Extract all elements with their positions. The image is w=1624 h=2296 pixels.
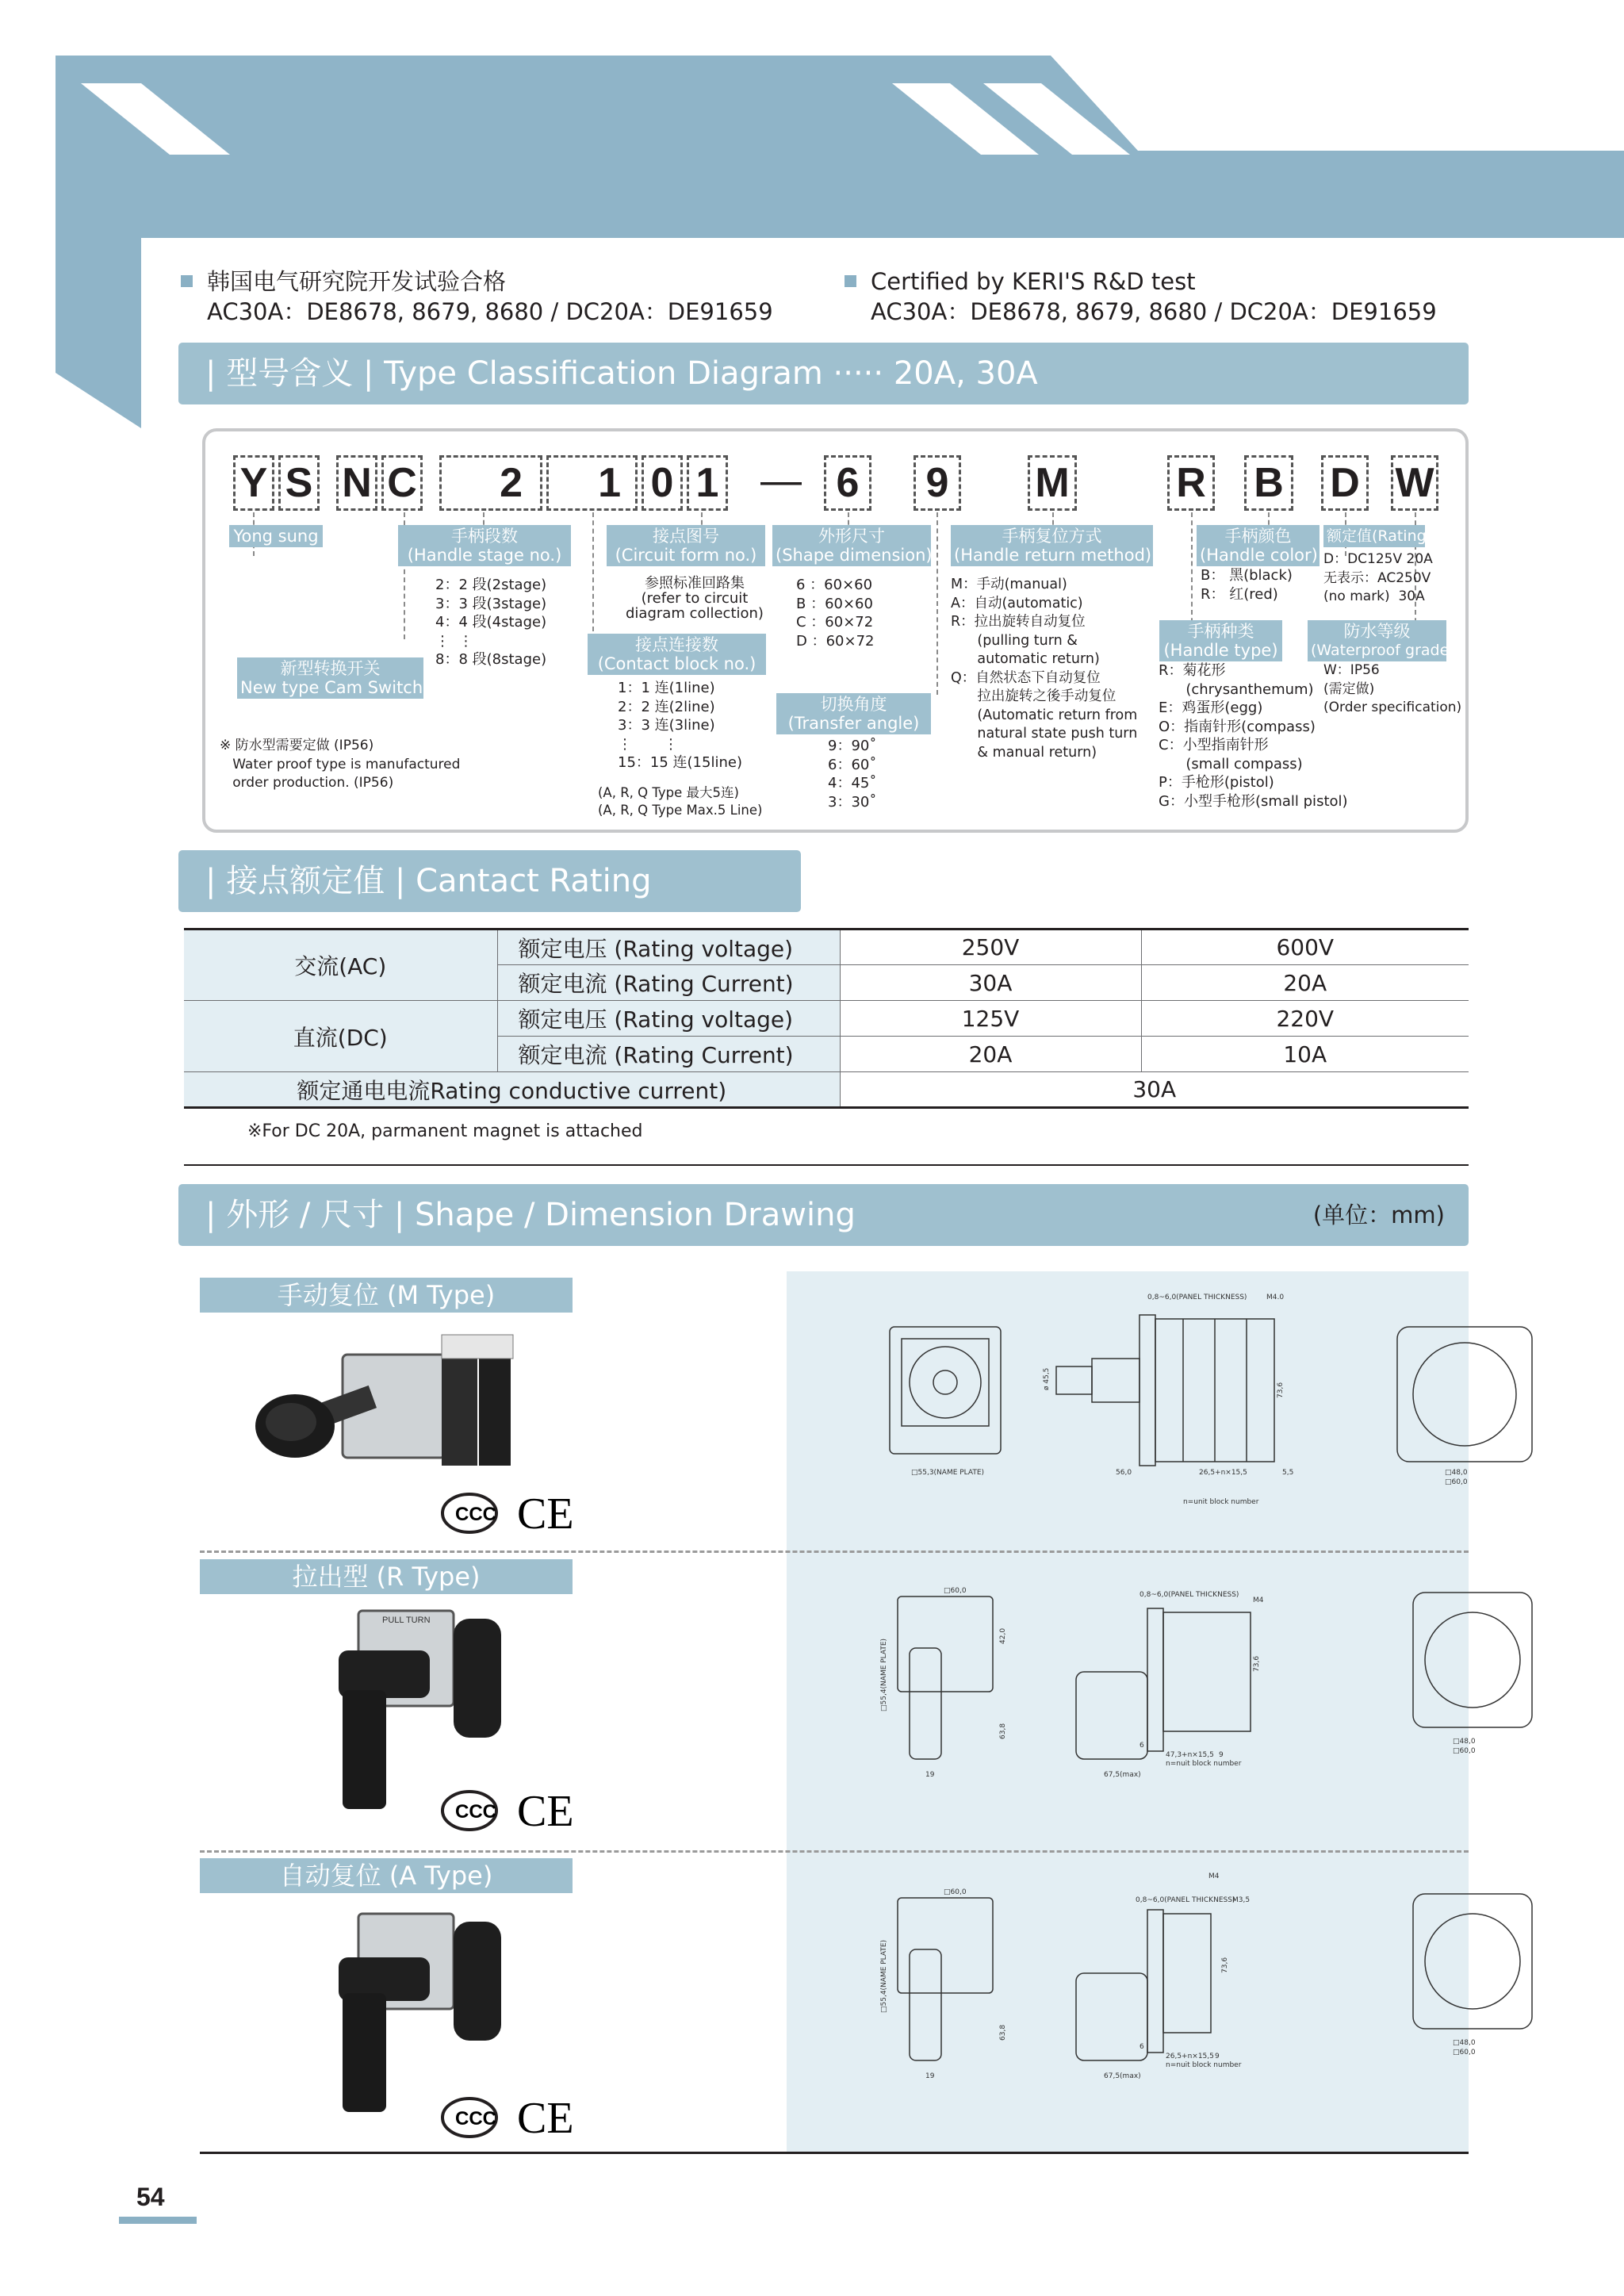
d48-text: □48,0 (1445, 1469, 1468, 1477)
code-y: Y (233, 455, 274, 511)
h63-text-a: 63,8 (999, 2024, 1007, 2041)
label-handle-color (1197, 525, 1320, 566)
svg-text:CE: CE (517, 1787, 574, 1836)
dimension-area (200, 1271, 1476, 2152)
d455-text: ø 45,5 (1043, 1367, 1051, 1390)
code-handle-type: R (1167, 455, 1215, 511)
rated-voltage-label: 额定电压 (Rating voltage) (497, 930, 840, 965)
panel-thickness-text-r: 0,8~6,0(PANEL THICKNESS) (1139, 1591, 1239, 1599)
table-row (184, 1072, 1469, 1108)
nuit-block-text-a: n=nuit block number (1166, 2061, 1242, 2069)
h736-text-a: 73,6 (1221, 1957, 1229, 1973)
h736-text-r: 73,6 (1253, 1655, 1261, 1672)
label-contact-block-cn: 接点连接数 (635, 635, 718, 654)
code-circuit-1b: 1 (687, 455, 728, 511)
label-new-type (237, 657, 423, 699)
dc-voltage-1: 125V (840, 1001, 1141, 1037)
cert-en (845, 266, 1437, 327)
page-number: 54 (136, 2183, 165, 2211)
num-55: 5,5 (1282, 1469, 1294, 1477)
code-circuit-0: 0 (642, 455, 683, 511)
svg-text:CCC: CCC (455, 2108, 496, 2129)
label-transfer-en: (Transfer angle) (787, 714, 920, 733)
svg-text:CCC: CCC (455, 1504, 496, 1525)
d60-text-a2: □60,0 (1453, 2049, 1476, 2056)
d56-text: 56,0 (1116, 1469, 1132, 1477)
code-waterproof: W (1391, 455, 1438, 511)
section-type-classification: | 型号含义 | Type Classification Diagram ····· 20A, 30A (178, 343, 1469, 404)
rated-current-label-dc: 额定电流 (Rating Current) (497, 1037, 840, 1072)
section-type-en: Type Classification Diagram ····· 20A, 30A (384, 355, 1038, 392)
cert-cn (181, 266, 773, 327)
nameplate-text: □55,3(NAME PLATE) (911, 1469, 985, 1477)
w19-text: 19 (925, 1771, 935, 1779)
return-method-list: M：手动(manual) A：自动(automatic) R：拉出旋转自动复位 (pulling turn & automatic return) Q：自然状态下自动复位 拉出旋转之後手动复位 (Automatic return from natural state push turn & manual return) (951, 577, 1138, 761)
label-handle-type-cn: 手柄种类 (1187, 622, 1254, 641)
nameplate-text-r: □55,4(NAME PLATE) (880, 1638, 888, 1711)
cert-mark-icon (438, 1783, 573, 1838)
dimension-list: 6 ：60×60 B ：60×60 C ：60×72 D ：60×72 (796, 577, 875, 650)
label-waterproof-en: (Waterproof grade) (1311, 642, 1455, 659)
code-c: C (381, 455, 423, 511)
w19-text-a: 19 (925, 2072, 935, 2080)
code-shape: 6 (824, 455, 871, 511)
bottom-divider (200, 2152, 1469, 2154)
label-color-cn: 手柄颜色 (1224, 527, 1292, 546)
waterproof-list: W：IP56 (需定做) (Order specification) (1323, 662, 1462, 715)
ac-label: 交流(AC) (184, 930, 497, 1001)
m-type-drawing (787, 1271, 1469, 1549)
handle-type-list: R：菊花形 (chrysanthemum) E：鸡蛋形(egg) O：指南针形(compass) C：小型指南针形 (small compass) P：手枪形(pistol) G：小型手枪形(small pistol) (1159, 662, 1348, 810)
contact-block-list: 1：1 连(1line) 2：2 连(2line) 3：3 连(3line) ⋮ ⋮ 15：15 连(15line) (618, 680, 742, 771)
unit-block-text: n=unit block number (1183, 1498, 1259, 1506)
section-shape-dimension: | 外形 / 尺寸 | Shape / Dimension Drawing (单位：mm) (178, 1184, 1469, 1246)
label-handle-type (1159, 620, 1282, 661)
code-circuit-1: 1 (546, 455, 638, 511)
divider (184, 1164, 1469, 1166)
ac-current-2: 20A (1141, 965, 1469, 1001)
nuit-block-text: n=nuit block number (1166, 1760, 1242, 1768)
waterproof-note: ※ 防水型需要定做 (IP56) Water proof type is manufactured order production. (IP56) (220, 738, 461, 791)
section-shape-en: Shape / Dimension Drawing (415, 1197, 856, 1233)
length-text-r: 47,3+n×15,5 (1166, 1751, 1214, 1759)
d48-text-a: □48,0 (1453, 2039, 1476, 2047)
type-max-note: (A, R, Q Type 最大5连) (A, R, Q Type Max.5 Line) (598, 785, 763, 818)
label-return-method (951, 525, 1153, 566)
cert-cn-title: 韩国电气研究院开发试验合格 (207, 268, 507, 295)
code-stage: 2 (439, 455, 542, 511)
label-transfer-angle (776, 693, 931, 734)
label-handle-stage-en: (Handle stage no.) (407, 546, 562, 565)
nameplate-text-a: □55,4(NAME PLATE) (880, 1939, 888, 2013)
label-circuit-en: (Circuit form no.) (615, 546, 757, 565)
section-contact-rating: | 接点额定值 | Cantact Rating (178, 850, 801, 912)
type-classification-box (202, 428, 1469, 833)
r-type-label: 拉出型 (R Type) (200, 1559, 573, 1594)
d60-text-r2: □60,0 (1453, 1747, 1476, 1755)
label-handle-type-en: (Handle type) (1163, 641, 1278, 660)
rated-voltage-label-dc: 额定电压 (Rating voltage) (497, 1001, 840, 1037)
ac-voltage-1: 250V (840, 930, 1141, 965)
angle-list: 9：90˚ 6：60˚ 4：45˚ 3：30˚ (828, 738, 877, 811)
r-type-drawing (787, 1553, 1476, 1846)
num-9: 9 (1219, 1751, 1224, 1759)
code-return: M (1028, 455, 1077, 511)
label-return-cn: 手柄复位方式 (1002, 527, 1102, 546)
row-separator (200, 1850, 1469, 1853)
cert-en-codes: AC30A：DE8678, 8679, 8680 / DC20A：DE91659 (871, 298, 1437, 325)
svg-text:CE: CE (517, 1489, 574, 1539)
length-text: 26,5+n×15,5 (1199, 1469, 1247, 1477)
label-transfer-cn: 切换角度 (820, 695, 887, 714)
dc-voltage-2: 220V (1141, 1001, 1469, 1037)
color-list: B： 黑(black) R： 红(red) (1201, 567, 1293, 603)
code-s: S (278, 455, 320, 511)
label-return-en: (Handle return method) (954, 546, 1152, 565)
pull-turn-text: PULL TURN (382, 1616, 431, 1625)
dc-current-2: 10A (1141, 1037, 1469, 1072)
label-yong-sung: Yong sung (229, 525, 323, 547)
svg-text:CE: CE (517, 2094, 574, 2143)
table-row (184, 930, 1469, 965)
code-n: N (336, 455, 377, 511)
d48-text-r: □48,0 (1453, 1738, 1476, 1746)
svg-text:CCC: CCC (455, 1801, 496, 1823)
dc-magnet-note: ※For DC 20A, parmanent magnet is attached (247, 1121, 643, 1141)
d60-text-a: □60,0 (944, 1888, 967, 1896)
m-type-label: 手动复位 (M Type) (200, 1278, 573, 1313)
label-handle-stage (398, 525, 571, 566)
h63-text: 63,8 (999, 1723, 1007, 1739)
table-row (184, 1001, 1469, 1037)
label-shape-dim-cn: 外形尺寸 (818, 527, 885, 546)
dc-current-1: 20A (840, 1037, 1141, 1072)
label-waterproof (1308, 620, 1455, 661)
section-contact-en: Cantact Rating (416, 863, 652, 899)
a-type-photo (263, 1906, 549, 2120)
label-new-type-en: New type Cam Switch (240, 678, 423, 697)
cert-cn-codes: AC30A：DE8678, 8679, 8680 / DC20A：DE91659 (207, 298, 773, 325)
rated-current-label: 额定电流 (Rating Current) (497, 965, 840, 1001)
ac-voltage-2: 600V (1141, 930, 1469, 965)
cert-mark-icon (438, 2090, 573, 2145)
a-type-drawing (787, 1854, 1476, 2148)
m4-text-a: M4 (1208, 1872, 1220, 1880)
ac-current-1: 30A (840, 965, 1141, 1001)
section-type-cn: 型号含义 (226, 355, 354, 392)
unit-label: (单位：mm) (1312, 1202, 1445, 1228)
panel-thickness-text: 0,8~6,0(PANEL THICKNESS) (1147, 1294, 1247, 1301)
h42-text: 42,0 (999, 1627, 1007, 1644)
m35-text: M3,5 (1232, 1896, 1251, 1904)
rating-list: D：DC125V 20A 无表示：AC250V (no mark) 30A (1323, 551, 1433, 604)
m4-text-r: M4 (1253, 1596, 1264, 1604)
m4-text: M4.0 (1266, 1294, 1285, 1301)
cert-mark-icon (438, 1485, 573, 1541)
label-contact-block-en: (Contact block no.) (597, 654, 756, 673)
label-rating: 额定值(Rating) (1323, 525, 1425, 547)
max-text-a: 67,5(max) (1104, 2072, 1141, 2080)
conductive-value: 30A (840, 1072, 1469, 1108)
code-rating: D (1321, 455, 1369, 511)
h736-text: 73,6 (1277, 1382, 1285, 1398)
label-new-type-cn: 新型转换开关 (280, 659, 381, 678)
conductive-label: 额定通电电流Rating conductive current) (184, 1072, 840, 1108)
section-shape-cn: 外形 / 尺寸 (226, 1197, 385, 1233)
d60-text-r: □60,0 (944, 1587, 967, 1595)
label-handle-stage-cn: 手柄段数 (451, 527, 518, 546)
code-handle-color: B (1244, 455, 1293, 511)
dc-label: 直流(DC) (184, 1001, 497, 1072)
label-waterproof-cn: 防水等级 (1343, 622, 1411, 641)
label-circuit-cn: 接点图号 (653, 527, 719, 546)
page-number-underline (119, 2217, 197, 2224)
cert-en-title: Certified by KERI'S R&D test (871, 268, 1196, 295)
code-dash: — (760, 458, 802, 504)
panel-thickness-text-a: 0,8~6,0(PANEL THICKNESS) (1136, 1896, 1235, 1904)
label-circuit-form (607, 525, 765, 566)
num-6: 6 (1139, 1742, 1144, 1750)
contact-rating-table (184, 928, 1469, 1109)
code-angle: 9 (914, 455, 961, 511)
d60-text: □60,0 (1445, 1478, 1468, 1486)
max-text: 67,5(max) (1104, 1771, 1141, 1779)
label-contact-block (588, 634, 766, 675)
label-shape-dim-en: (Shape dimension) (776, 546, 933, 565)
label-color-en: (Handle color) (1200, 546, 1318, 565)
num-6-a: 6 (1139, 2043, 1144, 2051)
num-9-a: 9 (1215, 2053, 1220, 2060)
label-shape-dimension (772, 525, 931, 566)
circuit-ref: 参照标准回路集 (refer to circuit diagram collection) (626, 575, 764, 622)
length-text-a: 26,5+n×15,5 (1166, 2053, 1214, 2060)
section-contact-cn: 接点额定值 (226, 863, 385, 899)
stages-list: 2：2 段(2stage) 3：3 段(3stage) 4：4 段(4stage) ⋮ ⋮ 8：8 段(8stage) (435, 577, 547, 668)
a-type-label: 自动复位 (A Type) (200, 1858, 573, 1893)
